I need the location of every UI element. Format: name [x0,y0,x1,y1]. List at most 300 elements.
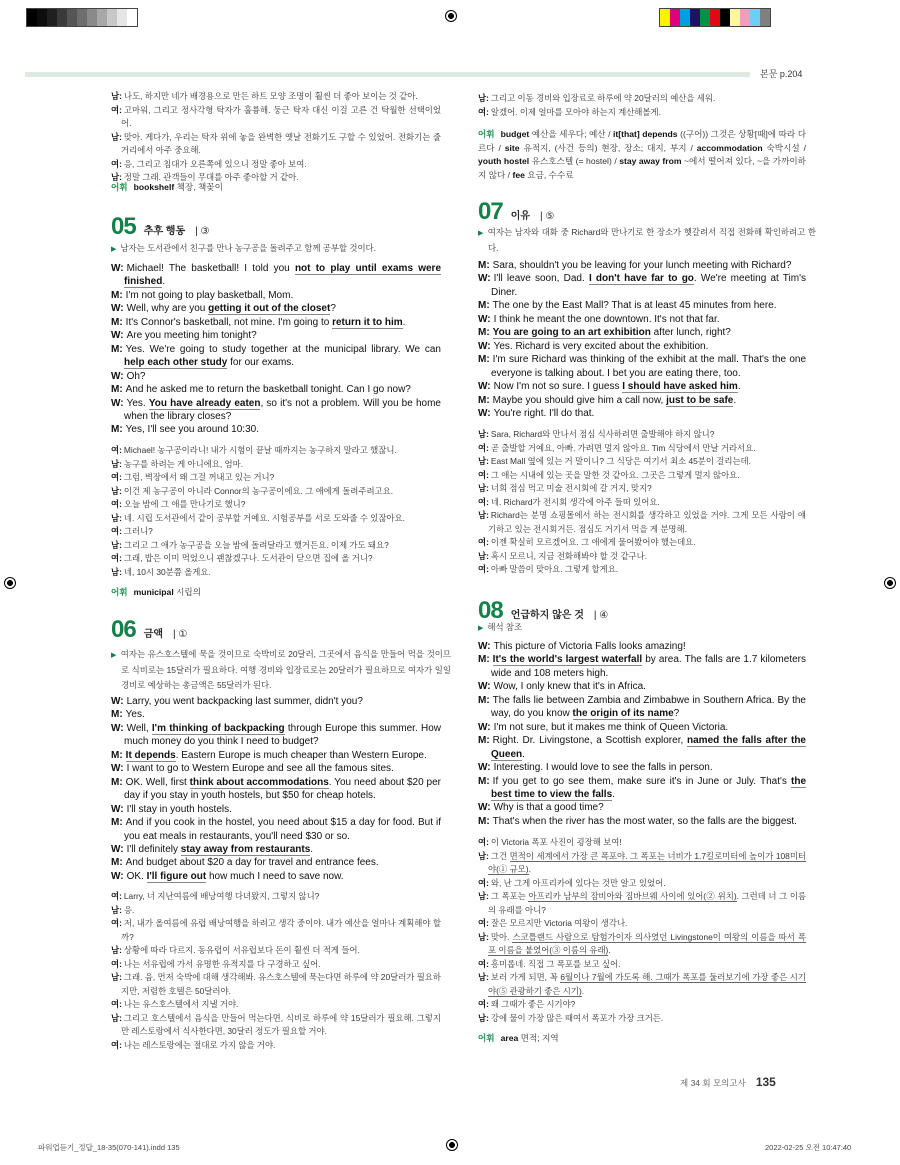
speaker-label: W: [478,721,491,733]
dialogue-line [478,340,806,353]
question-type: 이유 [510,211,531,222]
speaker-label: W: [111,330,124,342]
vocab-meaning: 유적지, (사건 등의) 현장, 장소; 대지, 부지 / [519,142,697,153]
line-text: This picture of Victoria Falls looks amazing! [493,641,686,652]
vocab-term: youth hostel [478,156,530,166]
line-text: 아빠 말씀이 맞아요. 그렇게 할게요. [490,564,619,574]
exam-label: 제 34 회 모의고사 [680,1078,746,1088]
speaker-label: 여: [111,158,122,169]
key-phrase: just to be safe [666,394,734,406]
dialogue-line [478,640,806,653]
key-phrase: It depends [125,749,176,761]
dialogue-line [111,890,441,904]
color-swatch [690,9,700,26]
dialogue-line [478,653,806,680]
answer-evidence: 아프리카 남부의 잠비아와 짐바브웨 사이에 있어(② 위치) [528,891,737,901]
triangle-bullet-icon: ▶ [111,652,117,659]
speaker-label: 남: [478,972,489,982]
line-text: 이젠 확실히 모르겠어요. 그 애에게 물어봤어야 했는데요. [490,537,696,547]
speaker-label: 남: [111,945,122,955]
section-05-summary [111,241,451,257]
print-date: 2022-02-25 오전 10:47:40 [765,1143,852,1152]
dialogue-line [111,552,441,566]
section-06-header [111,616,441,644]
speaker-label: 여: [478,537,489,547]
speaker-label: W: [111,763,124,775]
color-swatch [760,9,770,26]
color-swatch [107,9,117,26]
speaker-label: M: [478,815,490,827]
dialogue-line [111,566,441,580]
line-text: 맞아. 게다가, 우리는 탁자 위에 놓을 완벽한 옛날 전화기도 구할 수 있었어. 전화기는 줄거리에서 아주 중요해. [121,131,441,155]
vocab-meaning: 시립의 [173,587,202,597]
dialogue-line [478,734,806,761]
speaker-label: M: [478,300,490,312]
line-text: . [402,316,406,328]
section-06-summary [111,647,451,693]
line-text: 응, 그리고 침대가 오른쪽에 있으니 정말 좋아 보여. [123,158,307,169]
line-text: . [733,394,737,406]
key-phrase: getting it out of the closet [208,303,331,315]
dialogue-line [111,816,441,843]
speaker-label: 남: [478,891,489,901]
question-type: 언급하지 않은 것 [510,610,584,621]
vocab-meaning: 책장, 책꽂이 [174,182,223,192]
vocab-term: accommodation [696,142,763,153]
question-number: 05 [111,213,136,240]
line-text: Michael! The basketball! I told you [126,263,295,274]
speaker-label: 남: [478,1012,489,1023]
triangle-bullet-icon: ▶ [478,625,484,632]
dialogue-line [478,680,806,693]
dialogue-line [111,485,441,499]
color-swatch [117,9,127,26]
speaker-label: 남: [111,972,122,982]
line-text: . You need about $20 per day if you stay in youth hostels, but $50 for cheap hotels. [124,776,441,802]
vocab-04 [111,181,441,195]
line-text: And he asked me to return the basketball tonight. Can I go now? [125,384,411,396]
color-swatch [710,9,720,26]
vocab-term: it[that] depends [613,129,678,139]
dialogue-line [478,877,806,891]
line-text: Larry, 너 지난여름에 배낭여행 다녀왔지, 그렇지 않니? [123,891,320,901]
dialogue-line [478,761,806,774]
dialogue-line [111,458,441,472]
answer: | ③ [195,226,210,237]
key-phrase: I should have asked him [622,381,738,393]
color-swatch [47,9,57,26]
section-08-summary [478,620,816,636]
section-06-translation-cont [478,92,806,119]
speaker-label: 남: [111,458,122,469]
speaker-label: 남: [478,550,489,561]
speaker-label: 여: [111,918,122,928]
answer: | ④ [593,610,609,621]
vocab-term: stay away from [619,156,682,166]
speaker-label: M: [478,735,490,747]
dialogue-line [111,1039,441,1053]
section-07-script [478,259,806,420]
question-type: 추후 행동 [143,226,186,237]
line-text: . [310,843,314,855]
speaker-label: 남: [111,1012,122,1023]
speaker-label: 남: [111,904,122,915]
speaker-label: W: [478,407,491,419]
color-swatch [750,9,760,26]
registration-mark-icon [446,1139,458,1151]
dialogue-line [111,316,441,329]
line-text: I'm not sure, but it makes me think of Queen Victoria. [493,721,729,733]
dialogue-line [478,442,806,456]
line-text: Well, why are you [126,303,209,315]
line-text: 그리고 그 애가 농구공을 오늘 밤에 돌려달라고 했거든요. 이제 가도 돼요? [123,539,389,550]
line-text: 알겠어. 이제 얼마를 모아야 하는지 계산해볼게. [490,106,661,117]
dialogue-line [111,998,441,1012]
dialogue-line [111,722,441,749]
key-phrase: not to play until exams were finished [124,263,442,288]
speaker-label: W: [478,313,491,325]
line-text: Now I'm not so sure. I guess [493,381,623,393]
speaker-label: 남: [478,429,489,439]
speaker-label: 여: [478,837,489,847]
line-text: . [612,788,615,800]
speaker-label: 남: [478,931,489,942]
speaker-label: W: [478,381,491,393]
dialogue-line [478,536,806,550]
speaker-label: 남: [478,483,489,493]
dialogue-line [111,843,441,856]
line-text: 네. Richard가 전시회 생각에 아주 들떠 있어요. [490,496,660,507]
dialogue-line [111,104,441,131]
vocab-label: 어휘 [111,587,128,597]
line-text: And if you cook in the hostel, you need about $15 a day for food. But if you eat meals in restaurants, you'll need $30 or so. [124,817,441,842]
speaker-label: M: [111,749,123,761]
dialogue-line [111,749,441,762]
section-05-script [111,262,441,437]
section-05-header [111,213,441,241]
speaker-label: 남: [111,91,122,101]
file-slug: 파워업듣기_정답_18-35(070-141).indd 135 [38,1143,180,1152]
key-phrase: I'm thinking of backpacking [151,722,285,734]
dialogue-line [478,917,806,931]
dialogue-line [478,998,806,1012]
line-text: 고마워, 그리고 정사각형 탁자가 훌륭해. 둥근 탁자 대신 이걸 고른 건 탁월한 선택이었어. [121,104,441,128]
line-text: . [522,748,525,760]
key-phrase: stay away from restaurants [180,843,311,855]
speaker-label: 남: [111,512,122,523]
vocab-term: fee [512,169,525,180]
line-text: by area. The falls are 1.7 kilometers wide and 108 meters high. [491,654,806,679]
line-text: 그 폭포는 [490,891,529,901]
color-swatch [87,9,97,26]
dialogue-line [111,512,441,526]
line-text: Well, [126,722,152,734]
dialogue-line [111,971,441,998]
speaker-label: W: [111,696,124,707]
key-phrase: I don't have far to go [588,273,694,285]
dialogue-line [478,694,806,721]
dialogue-line [478,106,806,120]
line-text: Oh? [126,370,146,382]
dialogue-line [111,444,441,458]
color-swatch [730,9,740,26]
color-swatch [720,9,730,26]
dialogue-line [111,708,441,721]
line-text: 그러니? [123,526,153,536]
key-phrase: the best time to view the falls [491,775,806,800]
line-text: Yes. Richard is very excited about the exhibition. [493,340,709,352]
color-swatch [37,9,47,26]
line-text: 네. 시립 도서관에서 같이 공부할 거예요. 시험공부를 서로 도와줄 수 있잖아요. [123,512,405,523]
line-text: I'll stay in youth hostels. [126,803,232,815]
line-text: . [162,276,166,288]
dialogue-line [478,482,806,496]
line-text: 강에 물이 가장 많은 때여서 폭포가 가장 크거든. [490,1012,664,1023]
line-text: 그래. 음, 먼저 숙박에 대해 생각해봐. 유스호스텔에 묵는다면 하루에 약 20달러가 필요하지만, 저렴한 호텔은 50달러야. [121,972,441,996]
line-text: I'm not going to play basketball, Mom. [125,289,294,301]
line-text: . [737,381,741,393]
key-phrase: You are going to an art exhibition [492,327,651,339]
dialogue-line [478,801,806,814]
dialogue-line [478,496,806,510]
answer-evidence: 면적이 세계에서 가장 큰 폭포야. 그 폭포는 너비가 1.7킬로미터에 높이가 108미터야(① 규모) [488,850,807,874]
question-type: 금액 [143,629,164,640]
speaker-label: 여: [111,958,122,969]
dialogue-line [111,471,441,485]
dialogue-line [478,394,806,407]
dialogue-line [478,299,806,312]
speaker-label: M: [111,343,123,355]
vocab-label: 어휘 [478,129,495,139]
line-text: Yes, I'll see you around 10:30. [125,424,259,436]
color-swatch [57,9,67,26]
speaker-label: M: [478,654,490,666]
line-text: Yes. [125,709,145,721]
dialogue-line [111,289,441,302]
speaker-label: M: [478,327,490,339]
line-text: 농구를 하려는 게 아니에요, 엄마. [123,458,244,469]
line-text: OK. Well, first [125,776,190,788]
dialogue-translation-04 [111,90,441,185]
color-swatch [127,9,137,26]
vocab-meaning: 숙박시설 / [762,142,806,153]
line-text: 곧 출발할 거예요, 아빠. 가려면 멀지 않아요. Tim 식당에서 만날 거라서요. [490,442,756,453]
registration-mark-icon [4,577,16,589]
speaker-label: 남: [478,510,489,520]
dialogue-line [478,890,806,917]
speaker-label: 여: [111,526,122,536]
line-text: 이건 제 농구공이 아니라 Connor의 농구공이에요. 그 애에게 돌려주려고요. [123,485,394,496]
dialogue-line [111,944,441,958]
dialogue-line [478,92,806,106]
key-phrase: the origin of its name [572,708,674,720]
section-06-script [111,695,441,883]
answer-evidence: 6월이나 7월에 가도록 해. 그때가 폭포를 둘러보기에 가장 좋은 시기야(⑤ 관광하기 좋은 시기) [488,972,806,996]
speaker-label: 여: [478,469,489,480]
line-text: 그래, 밥은 이미 먹었으니 괜찮겠구나. 도서관이 닫으면 집에 올 거니? [123,553,373,563]
vocab-06 [478,128,806,182]
line-text: 그럼, 벽장에서 왜 그걸 꺼내고 있는 거니? [123,472,275,482]
dialogue-line [111,498,441,512]
dialogue-line [478,455,806,469]
line-text: 혹시 모르니, 지금 전화해봐야 할 것 같구나. [490,550,648,561]
dialogue-line [111,776,441,803]
dialogue-line [478,971,806,998]
speaker-label: M: [111,709,123,721]
dialogue-line [111,383,441,396]
line-text: Maybe you should give him a call now, [492,394,667,406]
dialogue-line [111,525,441,539]
header-band [25,72,750,77]
line-text: Wow, I only knew that it's in Africa. [493,681,646,693]
line-text: If you get to go see them, make sure it's in June or July. That's [492,775,791,787]
dialogue-line [111,762,441,775]
section-07-summary [478,225,816,256]
speaker-label: 여: [478,918,489,928]
key-phrase: return it to him [332,316,403,328]
color-swatch [77,9,87,26]
vocab-term: budget [500,129,530,139]
speaker-label: 여: [478,564,489,574]
speaker-label: 여: [111,472,122,482]
dialogue-line [111,917,441,944]
line-text: Michael! 농구공이라니! 내가 시험이 끝날 때까지는 농구하지 말라고 했잖니. [123,445,397,455]
line-text: 나는 레스토랑에는 절대로 가지 않을 거야. [123,1039,276,1050]
speaker-label: 남: [111,131,122,142]
line-text: East Mall 옆에 있는 거 말이니? 그 식당은 여기서 최소 45분이 걸리는데. [490,456,751,466]
line-text: 나는 서유럽에 가서 유명한 유적지를 다 구경하고 싶어. [123,958,321,969]
dialogue-line [111,370,441,383]
page-number: 135 [755,1075,776,1089]
line-text: 저, 내가 올여름에 유럽 배낭여행을 하려고 생각 중이야. 내가 예산을 얼마나 계획해야 할까? [121,918,441,942]
line-text: That's when the river has the most water, so the falls are the biggest. [492,815,797,827]
speaker-label: 여: [478,958,489,969]
dialogue-line [478,958,806,972]
triangle-bullet-icon: ▶ [111,246,117,253]
dialogue-line [111,904,441,918]
dialogue-line [478,313,806,326]
speaker-label: W: [478,802,491,814]
speaker-label: 남: [478,93,489,103]
speaker-label: W: [478,340,491,352]
line-text: how much I need to save now. [206,870,344,882]
dialogue-line [478,380,806,393]
color-swatch [680,9,690,26]
line-text: Right. Dr. Livingstone, a Scottish explorer, [492,735,688,747]
speaker-label: 남: [111,539,122,550]
line-text: OK. [126,870,147,882]
line-text: 그건 [490,850,510,861]
line-text: 와, 난 그게 아프리카에 있다는 것만 알고 있었어. [490,877,666,888]
line-text: Are you meeting him tonight? [126,330,257,342]
speaker-label: 여: [111,999,122,1009]
line-text: 오늘 밤에 그 애를 만나기로 했니? [123,499,246,509]
vocab-term: bookshelf [133,182,175,192]
dialogue-line [478,836,806,850]
vocab-05 [111,586,441,600]
section-06-translation [111,890,441,1052]
color-swatch [27,9,37,26]
speaker-label: 여: [478,999,489,1009]
speaker-label: M: [478,354,490,366]
summary-text: 여자는 유스호스텔에 묵을 것이므로 숙박비로 20달러, 그곳에서 음식을 만들어 먹을 것이므로 식비로는 15달러가 필요하다. 여행 경비와 입장료로는 20달러가 필요하므로 여자가 일일 경비로 예상하는 총금액은 55달러가 된다. [120,649,451,690]
speaker-label: W: [478,762,491,774]
dialogue-line [111,856,441,869]
summary-text: 남자는 도서관에서 친구를 만나 농구공을 돌려주고 함께 공부할 것이다. [120,243,376,253]
registration-mark-icon [445,10,457,22]
speaker-label: W: [111,803,124,815]
line-text: 상황에 따라 다르지. 동유럽이 서유럽보다 돈이 훨씬 더 적게 들어. [123,945,360,955]
speaker-label: 여: [111,104,122,115]
speaker-label: M: [111,817,123,829]
key-phrase: named the falls after the Queen [491,735,806,760]
line-text: ? [673,708,680,720]
line-text: I want to go to Western Europe and see all the famous sites. [126,763,394,775]
speaker-label: W: [111,870,124,882]
speaker-label: M: [478,694,490,706]
speaker-label: M: [111,857,123,869]
speaker-label: W: [111,263,124,274]
vocab-label: 어휘 [478,1033,495,1043]
speaker-label: W: [478,273,491,285]
answer: | ⑤ [540,211,555,222]
color-swatch [740,9,750,26]
speaker-label: M: [111,316,123,328]
line-text: Sara, shouldn't you be leaving for your lunch meeting with Richard? [492,260,792,271]
dialogue-line [111,803,441,816]
speaker-label: M: [478,775,490,787]
vocab-meaning: 요금, 수수료 [524,169,574,180]
line-text: 나도, 하지만 네가 배경용으로 만든 하트 모양 조명이 훨씬 더 좋아 보이는 것 같아. [123,91,418,101]
dialogue-line [111,397,441,424]
speaker-label: 여: [111,553,122,563]
speaker-label: 여: [478,106,489,117]
question-number: 08 [478,597,503,624]
line-text: I'll definitely [126,843,181,855]
color-swatch [700,9,710,26]
speaker-label: M: [478,394,490,406]
dialogue-line [478,509,806,536]
speaker-label: W: [478,641,491,652]
section-07-header [478,198,806,226]
vocab-meaning: 면적; 지역 [518,1033,559,1043]
page-reference: 본문 p.204 [760,69,803,79]
dialogue-line [478,1012,806,1026]
speaker-label: 남: [111,485,122,496]
speaker-label: W: [111,370,124,382]
answer-evidence: 스코틀랜드 사람으로 탐험가이자 의사였던 Livingstone이 여왕의 이름을 따서 폭포 이름을 붙였어(③ 이름의 유래) [488,931,806,955]
dialogue-line [111,302,441,315]
line-text: 흥미롭네. 직접 그 폭포를 보고 싶어. [490,958,621,969]
vocab-term: municipal [133,587,174,597]
line-text: Interesting. I would love to see the falls in person. [493,762,713,774]
answer: | ① [173,629,188,640]
speaker-label: M: [111,424,123,436]
section-08-translation [478,836,806,1025]
key-phrase: It's the world's largest waterfall [492,654,643,666]
speaker-label: 남: [478,850,489,861]
line-text: 응. [123,904,135,915]
line-text: . Eastern Europe is much cheaper than Western Europe. [175,749,427,761]
dialogue-line [111,262,441,289]
line-text: 나는 유스호스텔에서 지낼 거야. [123,999,239,1009]
process-color-bar [659,8,771,27]
vocab-label: 어휘 [111,182,128,192]
vocab-term: site [504,142,520,153]
speaker-label: W: [111,303,124,315]
section-08-script [478,640,806,828]
speaker-label: W: [111,843,124,855]
